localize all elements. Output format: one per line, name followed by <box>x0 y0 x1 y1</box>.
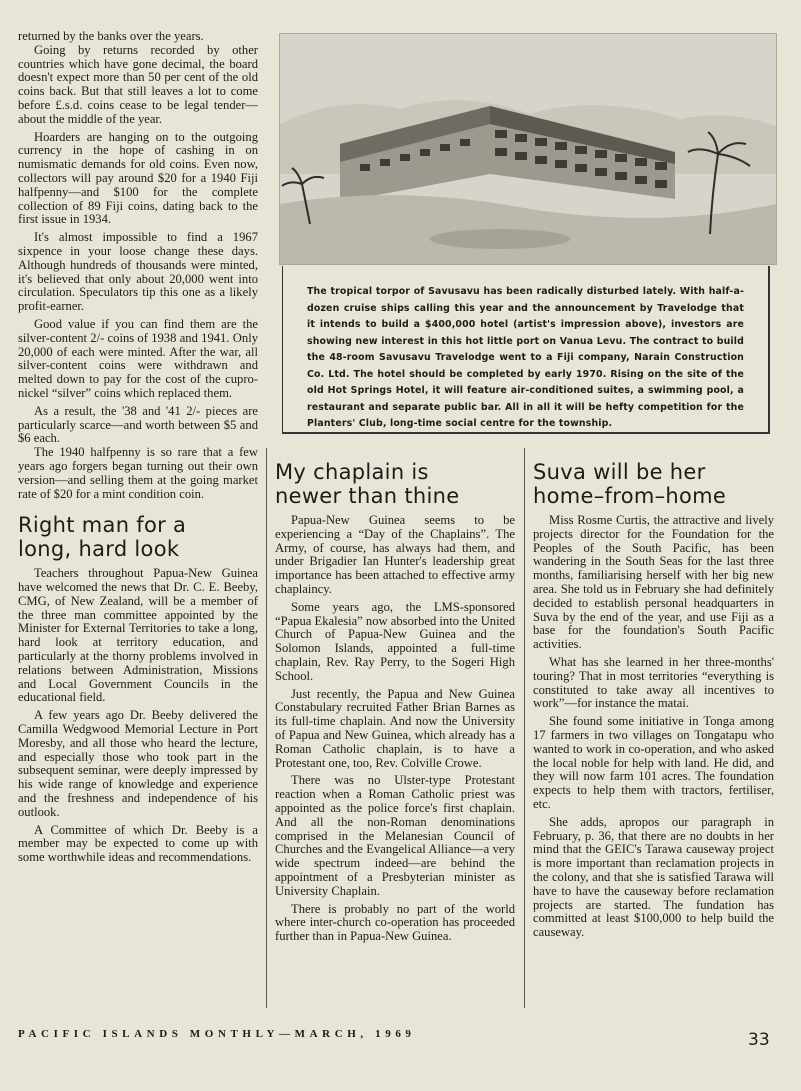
paragraph: Just recently, the Papua and New Guinea Constabulary recruited Father Brian Barnes as its full-time chaplain. And now the University of Papua and New Guinea, which already has a Roman Catholic chaplain, is to have a Protestant one, too, Rev. Colville Crowe. <box>275 686 515 770</box>
paragraph: Going by returns recorded by other countries which have gone decimal, the board doesn't expect more than 50 per cent of the old coins back. But that still leaves a lot to come before £.s.d. coins cease to be legal tender—about the middle of the year. <box>18 42 258 126</box>
paragraph: returned by the banks over the years. <box>18 30 204 43</box>
page-number: 33 <box>748 1030 770 1050</box>
running-footer: PACIFIC ISLANDS MONTHLY—MARCH, 1969 <box>18 1028 416 1040</box>
article-title-chaplain: My chaplain is newer than thine <box>275 460 460 508</box>
paragraph: It's almost impossible to find a 1967 sixpence in your loose change these days. Although hundreds of thousands were minted, it's believed that only about 20,000 went into circulation. Speculators tip this one as a likely profit-earner. <box>18 230 258 314</box>
column-rule <box>524 448 525 1008</box>
paragraph: Good value if you can find them are the silver-content 2/- coins of 1938 and 1941. Only 20,000 of each were minted. After the war, all silver-content coins were withdrawn and melted down to pay for the cost of the cupro-nickel “silver” coins which replaced them. <box>18 316 258 400</box>
paragraph: She adds, apropos our paragraph in February, p. 36, that there are no doubts in her mind that the GEIC's Tarawa causeway project is more important than reclamation projects in the colony, and that she is satisfied Tarawa will have to have the causeway before reclamation projects are started. The fundation has committed at least $100,000 to help build the causeway. <box>533 814 774 940</box>
paragraph: There is probably no part of the world where inter-church co-operation has proceeded further than in Papua-New Guinea. <box>275 901 515 944</box>
photo-caption-box <box>282 266 770 434</box>
column-right <box>533 460 774 1091</box>
paragraph: Teachers throughout Papua-New Guinea have welcomed the news that Dr. C. E. Beeby, CMG, of New Zealand, will be a member of the three man committee appointed by the Minister for External Territories to take a long, hard look at territory education, and particularly at the thorny problems involved in relations between Administration, Missions and Local Government Councils in the educational field. <box>18 566 258 705</box>
hotel-illustration <box>279 33 777 265</box>
paragraph: Papua-New Guinea seems to be experiencing a “Day of the Chaplains”. The Army, of course, has always had them, and under Brigadier Ian Hunter's leadership great importance has been attached to effective army chaplaincy. <box>275 513 515 596</box>
paragraph: As a result, the '38 and '41 2/- pieces are particularly scarce—and worth between $5 and $6 each. <box>18 403 258 446</box>
paragraph: She found some initiative in Tonga among 17 farmers in two villages on Tongatapu who wanted to work in co-operation, and who asked the local noble for help with land. He did, and they will now farm 101 acres. The foundation expects to help them with tractors, fertiliser, etc. <box>533 714 774 811</box>
paragraph: Miss Rosme Curtis, the attractive and lively projects director for the Foundation for the Peoples of the South Pacific, has been wandering in the South Seas for the last three months, familiarising herself with her big new area. She told us in February she had definitely decided to establish personal headquarters in Suva by the end of the year, and use Fiji as a base for the foundation's South Pacific activities. <box>533 513 774 652</box>
column-rule <box>266 448 267 1008</box>
photo-caption: The tropical torpor of Savusavu has been radically disturbed lately. With half-a-dozen cruise ships calling this year and the announcement by Travelodge that it intends to build a $400,000 hotel (artist's impression above), investors are showing new interest in this hot little port on Vanua Levu. The contract to build the 48-room Savusavu Travelodge went to a Fiji company, Narain Construction Co. Ltd. The hotel should be completed by early 1970. Rising on the site of the old Hot Springs Hotel, it will feature air-conditioned suites, a swimming pool, a restaurant and separate public bar. All in all it will be hefty competition for the Planters' Club, long-time social centre for the township. <box>307 286 744 429</box>
paragraph: Some years ago, the LMS-sponsored “Papua Ekalesia” now absorbed into the United Church of Papua-New Guinea and the Solomon Islands, appointed a full-time chaplain, Rev. Ray Perry, to the Sogeri High School. <box>275 599 515 683</box>
paragraph: The 1940 halfpenny is so rare that a few years ago forgers began turning out their own version—and selling them at the going market rate of $20 for a mint condition coin. <box>18 445 258 501</box>
column-left <box>18 30 258 1091</box>
article-title-suva: Suva will be her home–from–home <box>533 460 727 508</box>
paragraph: A few years ago Dr. Beeby delivered the Camilla Wedgwood Memorial Lecture in Port Moresby, and all those who heard the lecture, and especially those who took part in the subsequent seminar, were deeply impressed by his wide range of knowledge and experience and the freshness and independence of his outlook. <box>18 708 258 819</box>
paragraph: What has she learned in her three-months' touring? That in most territories “everything is constituted to take away all incentives to work”—for instance the matai. <box>533 654 774 711</box>
paragraph: Hoarders are hanging on to the outgoing currency in the hope of cashing in on numismatic demands for old coins. Even now, collectors will pay around $20 for a 1940 Fiji halfpenny—and $100 for the complete collection of 89 Fiji coins, dating back to the first issue in 1934. <box>18 129 258 227</box>
hotel-sketch-graphic <box>280 34 776 264</box>
article-title-right-man: Right man for a long, hard look <box>18 513 187 562</box>
column-middle <box>275 460 515 1091</box>
paragraph: There was no Ulster-type Protestant reaction when a Roman Catholic priest was appointed as the police force's first chaplain. And all the non-Roman denominations comprised in the Melanesian Council of Churches and the Evangelical Alliance—a very wide spectrum indeed—are behind the appointment of a Presbyterian minister as University Chaplain. <box>275 773 515 898</box>
paragraph: A Committee of which Dr. Beeby is a member may be expected to come up with some worthwhile ideas and recommendations. <box>18 822 258 865</box>
